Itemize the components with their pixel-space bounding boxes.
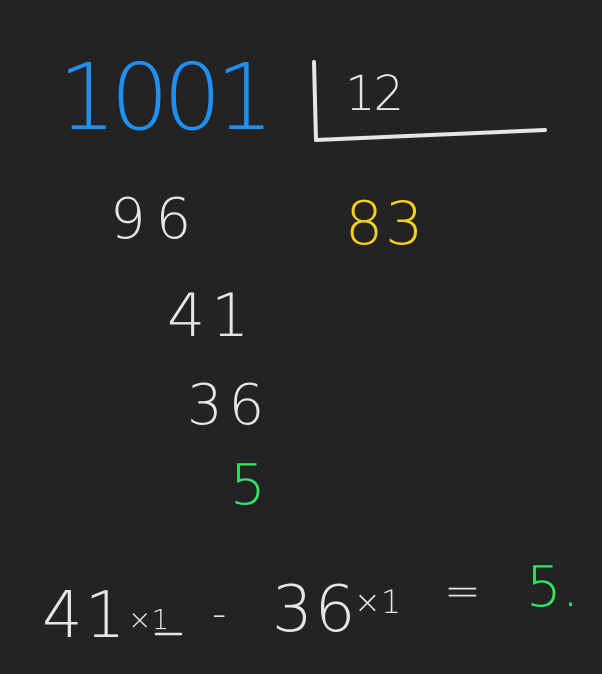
quotient: 83 bbox=[345, 189, 426, 259]
bracket-horizontal-line bbox=[316, 130, 545, 140]
bracket-vertical-line bbox=[314, 62, 316, 140]
check-left-term: 41 bbox=[42, 579, 128, 653]
check-right-multiplier: ×1 bbox=[354, 583, 402, 621]
check-minus: - bbox=[212, 591, 227, 637]
dividend: 1001 bbox=[58, 44, 269, 151]
second-product: 36 bbox=[187, 373, 271, 438]
check-left-multiplier: ×1 bbox=[128, 603, 170, 636]
check-right-term: 36 bbox=[272, 573, 358, 647]
final-remainder: 5 bbox=[230, 453, 266, 518]
check-result: 5. bbox=[526, 555, 580, 620]
first-remainder: 41 bbox=[167, 281, 256, 351]
divisor: 12 bbox=[345, 66, 403, 122]
first-product: 96 bbox=[110, 187, 202, 252]
check-equals: = bbox=[444, 566, 481, 617]
